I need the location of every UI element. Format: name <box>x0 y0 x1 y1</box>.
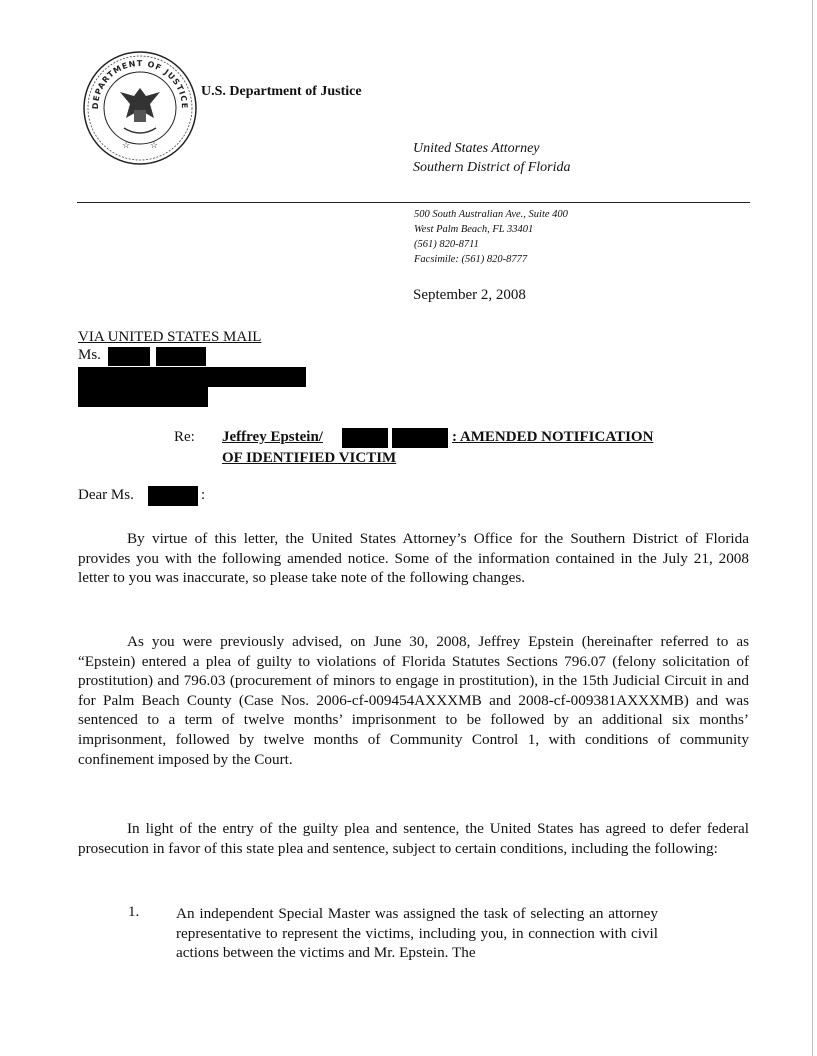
redaction-box <box>108 347 150 366</box>
address-line: Facsimile: (561) 820-8777 <box>414 254 528 265</box>
recipient-salutation: Ms. <box>78 347 101 363</box>
list-item-text: An independent Special Master was assigned the task of selecting an attorney representative to represent the victims, including you, in connection with civil actions between the victims and Mr. Epstein. The <box>176 905 658 962</box>
redaction-box <box>148 486 198 506</box>
scan-edge <box>812 0 813 1056</box>
header-divider <box>77 202 750 203</box>
redaction-box <box>156 347 206 366</box>
address-line: 500 South Australian Ave., Suite 400 <box>414 209 568 220</box>
address-line: West Palm Beach, FL 33401 <box>414 224 534 235</box>
redaction-box <box>78 367 306 387</box>
list-item-number: 1. <box>128 904 140 920</box>
redaction-box <box>392 428 448 448</box>
redaction-box <box>342 428 388 448</box>
seal-ring-text: DEPARTMENT OF JUSTICE <box>90 58 190 110</box>
subject-line-continued: OF IDENTIFIED VICTIM <box>222 450 397 466</box>
letter-date: September 2, 2008 <box>413 287 526 303</box>
body-paragraph: As you were previously advised, on June 30, 2008, Jeffrey Epstein (hereinafter referred to as “Epstein) entered a plea of guilty to violations of Florida Statutes Sections 796.07 (felony solicitation of prostitution) and 796.03 (procurement of minors to engage in prostitution), in the 15th Judicial Circuit in and for Palm Beach County (Case Nos. 2006-cf-009454AXXXMB and 2008-cf-009381AXXXMB) and was sentenced to a term of twelve months’ imprisonment to be followed by an additional six months’ imprisonment, followed by twelve months of Community Control 1, with conditions of community confinement imposed by the Court. <box>78 633 749 768</box>
address-line: (561) 820-8711 <box>414 239 479 250</box>
greeting-colon: : <box>201 487 206 503</box>
svg-text:☆: ☆ <box>122 140 131 150</box>
greeting: Dear Ms. <box>78 487 134 503</box>
office-district: Southern District of Florida <box>413 160 571 175</box>
doj-seal <box>80 48 200 168</box>
subject-label: Re: <box>174 429 195 445</box>
redaction-box <box>78 387 208 407</box>
department-name: U.S. Department of Justice <box>201 84 362 99</box>
office-block <box>413 139 571 177</box>
delivery-method: VIA UNITED STATES MAIL <box>78 329 262 345</box>
svg-text:☆: ☆ <box>150 140 159 150</box>
body-paragraph: In light of the entry of the guilty plea and sentence, the United States has agreed to defer federal prosecution in favor of this state plea and sentence, subject to certain conditions, including the following: <box>78 820 749 857</box>
office-address <box>414 207 568 267</box>
subject-line-name: Jeffrey Epstein/ <box>222 429 323 445</box>
subject-line-title: : AMENDED NOTIFICATION <box>452 429 654 445</box>
office-title: United States Attorney <box>413 141 540 156</box>
body-paragraph: By virtue of this letter, the United States Attorney’s Office for the Southern District of Florida provides you with the following amended notice. Some of the information contained in the July 21, 2008 letter to you was inaccurate, so please take note of the following changes. <box>78 530 749 587</box>
